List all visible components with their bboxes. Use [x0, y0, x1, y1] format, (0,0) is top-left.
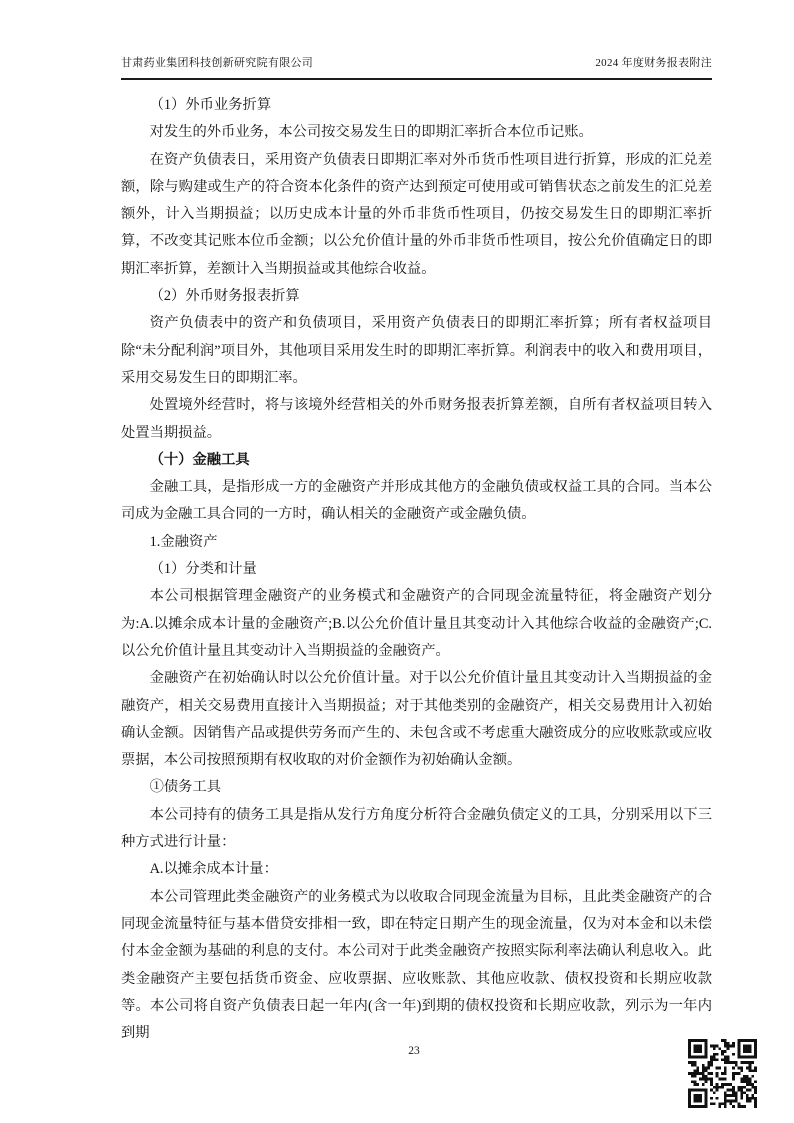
qr-code-icon: [688, 1037, 757, 1110]
paragraph: 金融工具，是指形成一方的金融资产并形成其他方的金融负债或权益工具的合同。当本公司成为金融工具合同的一方时，确认相关的金融资产或金融负债。: [121, 479, 712, 523]
paragraph: 资产负债表中的资产和负债项目，采用资产负债表日的即期汇率折算；所有者权益项目除“未分配利润”项目外，其他项目采用发生时的即期汇率折算。利润表中的收入和费用项目，采用交易发生日的即期汇率。: [121, 315, 712, 386]
page-number: 23: [408, 1045, 420, 1057]
section-heading: （1）分类和计量: [149, 561, 257, 578]
section-heading: （1）外币业务折算: [149, 97, 272, 113]
paragraph: 本公司管理此类金融资产的业务模式为以收取合同现金流量为目标，且此类金融资产的合同现金流量特征与基本借贷安排相一致，即在特定日期产生的现金流量，仅为对本金和以未偿付本金金额为基础的利息的支付。本公司对于此类金融资产按照实际利率法确认利息收入。此类金融资产主要包括货币资金、应收票据、应收账款、其他应收款、债权投资和长期应收款等。本公司将自资产负债表日起一年内(含一年)到期的债权投资和长期应收款，列示为一年内到期: [121, 888, 712, 1042]
section-heading: ①债务工具: [149, 779, 222, 796]
header-company-name: 甘肃药业集团科技创新研究院有限公司: [121, 57, 314, 69]
section-heading: 1.金融资产: [149, 533, 218, 550]
section-heading: （十）金融工具: [149, 451, 250, 468]
paragraph: 金融资产在初始确认时以公允价值计量。对于以公允价值计量且其变动计入当期损益的金融资产，相关交易费用直接计入当期损益；对于其他类别的金融资产，相关交易费用计入初始确认金额。因销售产品或提供劳务而产生的、未包含或不考虑重大融资成分的应收账款或应收票据，本公司按照预期有权收取的对价金额作为初始确认金额。: [121, 670, 712, 769]
document-body: [121, 92, 712, 1047]
page-header: [121, 54, 712, 80]
paragraph: 处置境外经营时，将与该境外经营相关的外币财务报表折算差额，自所有者权益项目转入处置当期损益。: [121, 397, 712, 441]
paragraph: 本公司根据管理金融资产的业务模式和金融资产的合同现金流量特征，将金融资产划分为:A.以摊余成本计量的金融资产;B.以公允价值计量且其变动计入其他综合收益的金融资产;C.以公允价值计量且其变动计入当期损益的金融资产。: [121, 588, 712, 659]
paragraph: 本公司持有的债务工具是指从发行方角度分析符合金融负债定义的工具，分别采用以下三种方式进行计量：: [121, 806, 712, 851]
header-doc-title: 2024 年度财务报表附注: [595, 57, 712, 69]
page-footer: [17, 1045, 794, 1057]
paragraph: 在资产负债表日，采用资产负债表日即期汇率对外币货币性项目进行折算，形成的汇兑差额，除与购建或生产的符合资本化条件的资产达到预定可使用或可销售状态之前发生的汇兑差额外，计入当期损益；以历史成本计量的外币非货币性项目，仍按交易发生日的即期汇率折算，不改变其记账本位币金额；以公允价值计量的外币非货币性项目，按公允价值确定日的即期汇率折算，差额计入当期损益或其他综合收益。: [121, 151, 712, 277]
qr-code-image: [688, 1039, 757, 1108]
section-heading: （2）外币财务报表折算: [149, 288, 300, 305]
paragraph: 对发生的外币业务，本公司按交易发生日的即期汇率折合本位币记账。: [149, 124, 593, 141]
section-heading: A.以摊余成本计量：: [149, 861, 278, 878]
